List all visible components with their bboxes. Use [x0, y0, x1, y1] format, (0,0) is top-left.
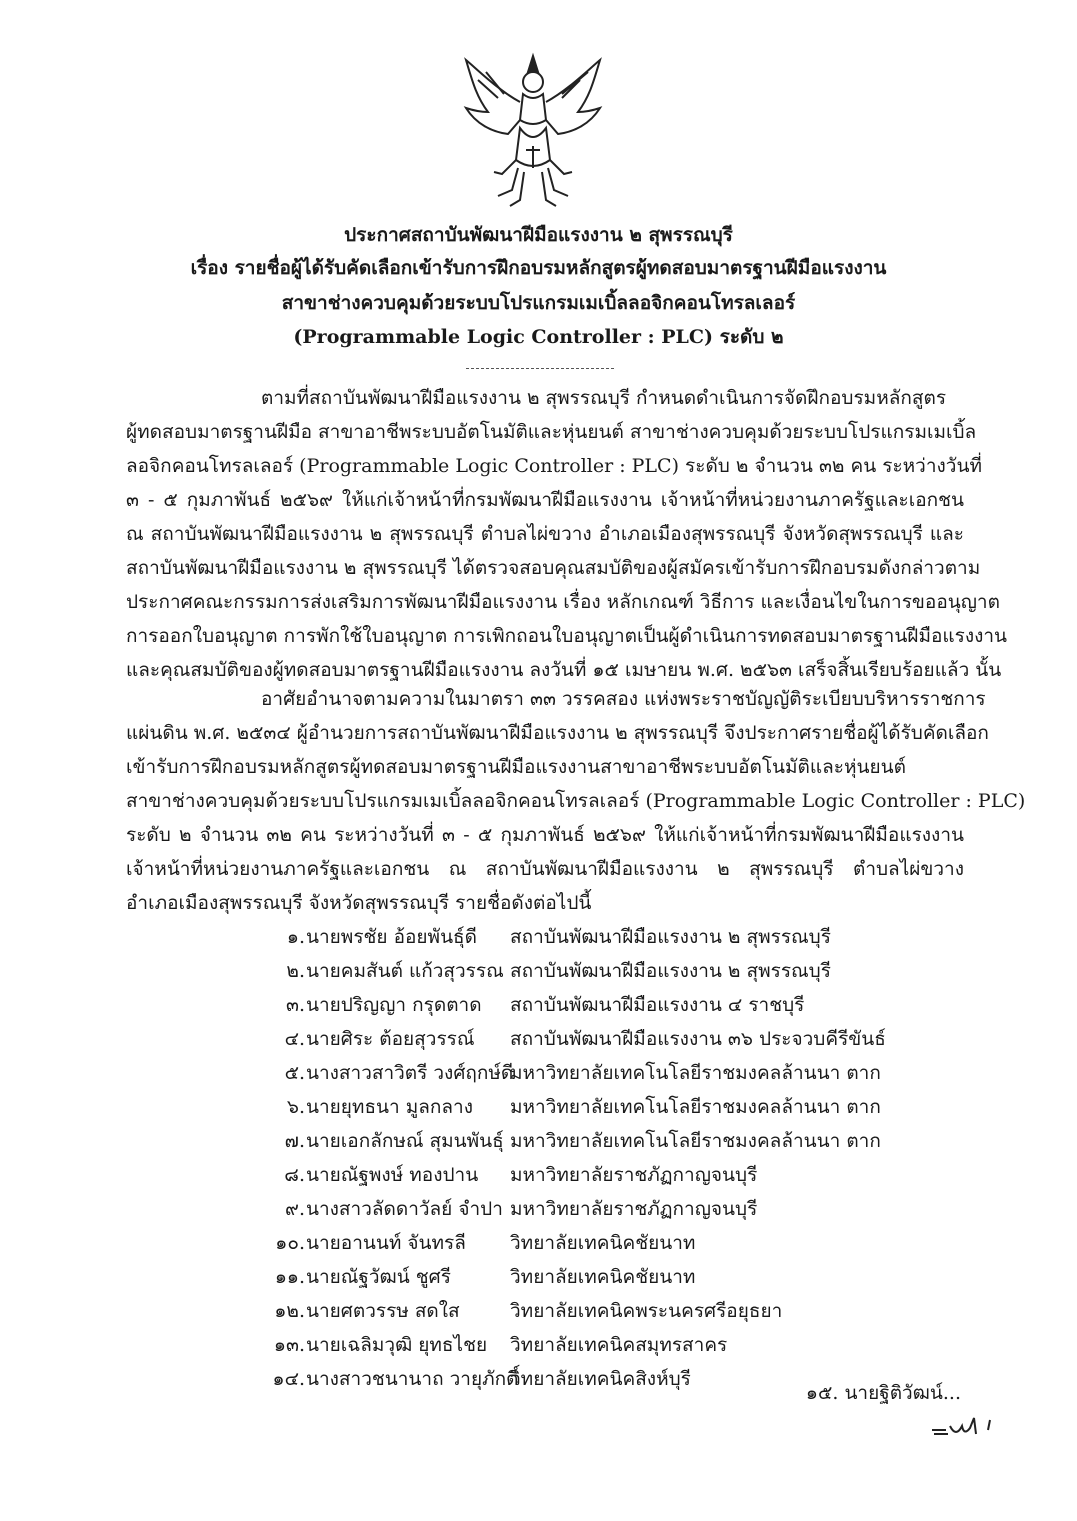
list-number: ๕. — [284, 1062, 305, 1084]
list-item — [0, 1194, 1077, 1228]
participant-organization: มหาวิทยาลัยเทคโนโลยีราชมงคลล้านนา ตาก — [510, 1096, 881, 1118]
list-number: ๑. — [286, 926, 305, 948]
participant-organization: วิทยาลัยเทคนิคชัยนาท — [510, 1232, 696, 1254]
garuda-emblem-icon — [458, 50, 608, 210]
list-number: ๑๔. — [272, 1368, 305, 1390]
participant-organization: สถาบันพัฒนาฝีมือแรงงาน ๒ สุพรรณบุรี — [510, 926, 831, 948]
participant-organization: วิทยาลัยเทคนิคพระนครศรีอยุธยา — [510, 1300, 783, 1322]
paragraph-line: เข้ารับการฝึกอบรมหลักสูตรผู้ทดสอบมาตรฐานฝีมือแรงงานสาขาอาชีพระบบอัตโนมัติและหุ่นยนต์ — [126, 756, 906, 778]
participant-name: นายยุทธนา มูลกลาง — [306, 1096, 474, 1118]
list-item — [0, 990, 1077, 1024]
list-number: ๑๑. — [274, 1266, 305, 1288]
list-item — [0, 1262, 1077, 1296]
list-item — [0, 1160, 1077, 1194]
announcement-field: สาขาช่างควบคุมด้วยระบบโปรแกรมเมเบิ้ลลอจิกคอนโทรลเลอร์ — [281, 292, 796, 314]
announcement-level: (Programmable Logic Controller : PLC) ระดับ ๒ — [293, 326, 784, 348]
list-item — [0, 1092, 1077, 1126]
participant-organization: สถาบันพัฒนาฝีมือแรงงาน ๔ ราชบุรี — [510, 994, 805, 1016]
paragraph-line: ๓ - ๕ กุมภาพันธ์ ๒๕๖๙ ให้แก่เจ้าหน้าที่กรมพัฒนาฝีมือแรงงาน เจ้าหน้าที่หน่วยงานภาครัฐและเอกชน — [126, 489, 964, 511]
participant-name: นายณัฐพงษ์ ทองปาน — [306, 1164, 479, 1186]
list-item — [0, 1296, 1077, 1330]
paragraph-line: ตามที่สถาบันพัฒนาฝีมือแรงงาน ๒ สุพรรณบุรี กำหนดดำเนินการจัดฝึกอบรมหลักสูตร — [261, 387, 947, 409]
paragraph-line: ระดับ ๒ จำนวน ๓๒ คน ระหว่างวันที่ ๓ - ๕ กุมภาพันธ์ ๒๕๖๙ ให้แก่เจ้าหน้าที่กรมพัฒนาฝีมือแรงงาน — [126, 824, 964, 846]
paragraph-line: ลอจิกคอนโทรลเลอร์ (Programmable Logic Controller : PLC) ระดับ ๒ จำนวน ๓๒ คน ระหว่างวันที่ — [126, 455, 982, 477]
title-divider — [466, 368, 614, 369]
paragraph-line: อำเภอเมืองสุพรรณบุรี จังหวัดสุพรรณบุรี รายชื่อดังต่อไปนี้ — [126, 892, 592, 914]
participant-organization: มหาวิทยาลัยราชภัฏกาญจนบุรี — [510, 1198, 758, 1220]
participant-name: นายอานนท์ จันทรลี — [306, 1232, 466, 1254]
continuation-note: ๑๕. นายฐิติวัฒน์... — [805, 1382, 961, 1404]
list-number: ๑๓. — [273, 1334, 305, 1356]
list-number: ๓. — [285, 994, 305, 1016]
participant-name: นายเอกลักษณ์ สุมนพันธุ์ — [306, 1130, 504, 1152]
participant-name: นางสาวชนานาถ วายุภักดิ์ — [306, 1368, 519, 1390]
list-number: ๗. — [284, 1130, 305, 1152]
paragraph-line: การออกใบอนุญาต การพักใช้ใบอนุญาต การเพิกถอนใบอนุญาตเป็นผู้ดำเนินการทดสอบมาตรฐานฝีมือแรงงาน — [126, 625, 1008, 647]
participant-name: นายศิระ ต้อยสุวรรณ์ — [306, 1028, 475, 1050]
participant-organization: มหาวิทยาลัยเทคโนโลยีราชมงคลล้านนา ตาก — [510, 1130, 881, 1152]
announcement-title: ประกาศสถาบันพัฒนาฝีมือแรงงาน ๒ สุพรรณบุรี — [344, 224, 733, 246]
list-number: ๑๐. — [275, 1232, 305, 1254]
paragraph-line: สาขาช่างควบคุมด้วยระบบโปรแกรมเมเบิ้ลลอจิกคอนโทรลเลอร์ (Programmable Logic Controller : PLC) — [126, 790, 1026, 812]
participant-name: นายเฉลิมวุฒิ ยุทธไชย — [306, 1334, 488, 1356]
participant-name: นายณัฐวัฒน์ ชูศรี — [306, 1266, 451, 1288]
list-item — [0, 1330, 1077, 1364]
announcement-subject: เรื่อง รายชื่อผู้ได้รับคัดเลือกเข้ารับการฝึกอบรมหลักสูตรผู้ทดสอบมาตรฐานฝีมือแรงงาน — [190, 257, 887, 279]
list-number: ๑๒. — [274, 1300, 305, 1322]
participant-organization: มหาวิทยาลัยเทคโนโลยีราชมงคลล้านนา ตาก — [510, 1062, 881, 1084]
paragraph-line: ณ สถาบันพัฒนาฝีมือแรงงาน ๒ สุพรรณบุรี ตำบลไผ่ขวาง อำเภอเมืองสุพรรณบุรี จังหวัดสุพรรณบุรี และ — [126, 523, 964, 545]
paragraph-line: เจ้าหน้าที่หน่วยงานภาครัฐและเอกชน ณ สถาบันพัฒนาฝีมือแรงงาน ๒ สุพรรณบุรี ตำบลไผ่ขวาง — [126, 858, 964, 880]
paragraph-line: แผ่นดิน พ.ศ. ๒๕๓๔ ผู้อำนวยการสถาบันพัฒนาฝีมือแรงงาน ๒ สุพรรณบุรี จึงประกาศรายชื่อผู้ได้รับคัดเลือก — [126, 722, 989, 744]
participant-organization: วิทยาลัยเทคนิคสมุทรสาคร — [510, 1334, 728, 1356]
initials-signature-icon — [928, 1412, 1008, 1442]
participant-name: นางสาวสาวิตรี วงศ์ฤกษ์ดี — [306, 1062, 514, 1084]
list-number: ๔. — [284, 1028, 305, 1050]
paragraph-line: อาศัยอำนาจตามความในมาตรา ๓๓ วรรคสอง แห่งพระราชบัญญัติระเบียบบริหารราชการ — [261, 688, 986, 710]
paragraph-line: ผู้ทดสอบมาตรฐานฝีมือ สาขาอาชีพระบบอัตโนมัติและหุ่นยนต์ สาขาช่างควบคุมด้วยระบบโปรแกรมเมเบิ้ล — [126, 421, 977, 443]
list-item — [0, 1024, 1077, 1058]
list-number: ๒. — [286, 960, 305, 982]
participant-name: นายศตวรรษ สดใส — [306, 1300, 460, 1322]
participant-organization: มหาวิทยาลัยราชภัฏกาญจนบุรี — [510, 1164, 758, 1186]
participant-name: นายพรชัย อ้อยพันธุ์ดี — [306, 926, 477, 948]
list-number: ๙. — [285, 1198, 305, 1220]
list-item — [0, 922, 1077, 956]
participant-organization: สถาบันพัฒนาฝีมือแรงงาน ๓๖ ประจวบคีรีขันธ์ — [510, 1028, 886, 1050]
list-number: ๖. — [286, 1096, 305, 1118]
list-number: ๘. — [284, 1164, 305, 1186]
participant-organization: สถาบันพัฒนาฝีมือแรงงาน ๒ สุพรรณบุรี — [510, 960, 831, 982]
participant-organization: วิทยาลัยเทคนิคสิงห์บุรี — [510, 1368, 691, 1390]
participant-name: นางสาวลัดดาวัลย์ จำปา — [306, 1198, 503, 1220]
paragraph-line: สถาบันพัฒนาฝีมือแรงงาน ๒ สุพรรณบุรี ได้ตรวจสอบคุณสมบัติของผู้สมัครเข้ารับการฝึกอบรมดังกล่าวตาม — [126, 557, 981, 579]
paragraph-line: ประกาศคณะกรรมการส่งเสริมการพัฒนาฝีมือแรงงาน เรื่อง หลักเกณฑ์ วิธีการ และเงื่อนไขในการขออนุญาต — [126, 591, 1000, 613]
list-item — [0, 1126, 1077, 1160]
participant-name: นายคมสันต์ แก้วสุวรรณ — [306, 960, 504, 982]
participant-organization: วิทยาลัยเทคนิคชัยนาท — [510, 1266, 696, 1288]
list-item — [0, 1228, 1077, 1262]
paragraph-line: และคุณสมบัติของผู้ทดสอบมาตรฐานฝีมือแรงงาน ลงวันที่ ๑๕ เมษายน พ.ศ. ๒๕๖๓ เสร็จสิ้นเรียบร้อยแล้ว นั้น — [126, 659, 1002, 681]
list-item — [0, 1058, 1077, 1092]
list-item — [0, 956, 1077, 990]
participant-name: นายปริญญา กรุดตาด — [306, 994, 482, 1016]
